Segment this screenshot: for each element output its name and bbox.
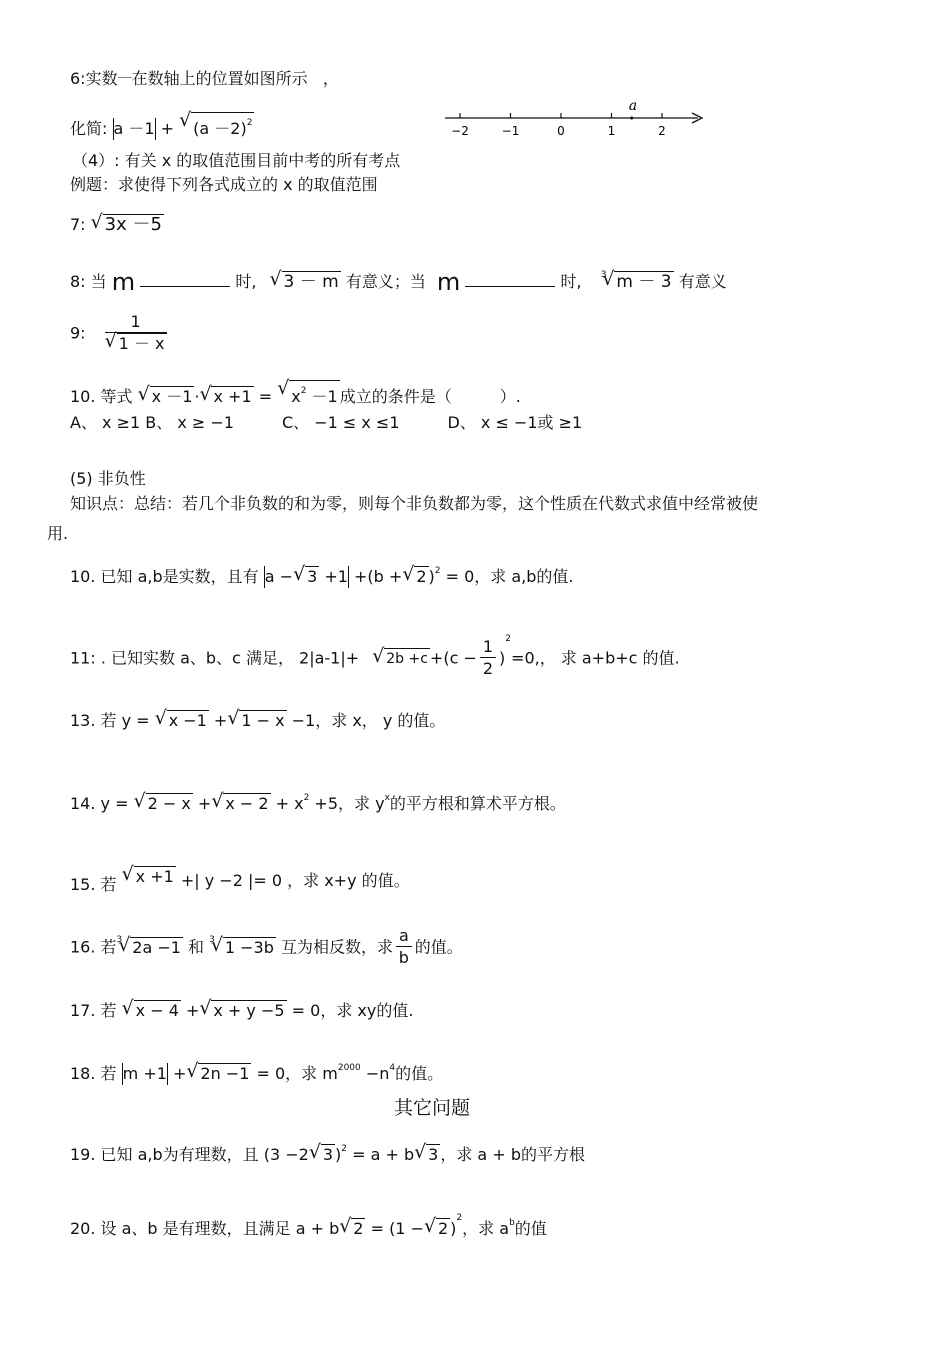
q8-m: m [111, 268, 136, 296]
q6-simplify [70, 112, 254, 140]
q14-sup: 2 [303, 793, 310, 803]
q18-rad: 2n −1 [200, 1064, 250, 1083]
q19-end: ，求 a + b的平方根 [440, 1145, 585, 1164]
q16-end: 的值。 [414, 937, 463, 957]
q18-sup1: 2000 [337, 1063, 361, 1073]
q10a-dot: · [194, 387, 200, 406]
q8-index: 3 [600, 270, 607, 280]
q13-rad2: 1 − x [241, 711, 285, 730]
q16-rad1: 2a −1 [132, 937, 181, 957]
q10b-abs1: a − [264, 567, 294, 586]
q20-mid: = (1 − [365, 1219, 424, 1238]
q19-close: ) [335, 1145, 342, 1164]
q17-plus: + [180, 1001, 200, 1020]
q19-label: 19. 已知 a,b为有理数，且 (3 −2 [70, 1145, 309, 1164]
q11 [70, 628, 680, 680]
q16-and: 和 [182, 937, 210, 957]
q8-shi2: 时, [560, 272, 582, 291]
q10a [70, 380, 521, 408]
q14-supx: x [384, 793, 390, 803]
q8-rad1: 3 － m [283, 272, 339, 292]
q13-label: 13. 若 y = [70, 711, 150, 730]
q10a-eq: = [258, 387, 273, 406]
q18-plus: + [167, 1064, 187, 1083]
q20 [70, 1207, 547, 1240]
q6-line [70, 68, 339, 90]
q17-label: 17. 若 [70, 1001, 117, 1020]
q7 [70, 214, 164, 236]
q20-end: ，求 a [462, 1219, 510, 1238]
q18-end: 的值。 [395, 1064, 444, 1083]
q14-mid2: +5，求 y [309, 794, 385, 813]
q13-plus: + [208, 711, 228, 730]
q19-rad2: 3 [428, 1145, 439, 1164]
q18-abs: m +1 [122, 1064, 167, 1083]
q10a-rad3sup: 2 [300, 386, 307, 396]
q10b-close: ) [428, 567, 435, 586]
q11-close: ) [499, 648, 506, 668]
q10a-text: 成立的条件是（ ）. [339, 387, 521, 406]
q11-rad: 2b +c [384, 648, 430, 669]
q6-comma: ， [322, 69, 339, 88]
section-5-knowledge-cont: 用. [47, 524, 69, 543]
q14 [70, 787, 566, 815]
q10b-label: 10. 已知 a,b是实数，且有 [70, 567, 259, 586]
q10b-sup: 2 [434, 566, 441, 576]
q10a-options: A、 x ≥1 B、 x ≥ −1 C、 −1 ≤ x ≤1 D、 x ≤ −1或 ≥1 [70, 413, 583, 432]
q8-mid: 有意义；当 [345, 272, 426, 291]
number-line [440, 96, 720, 144]
section-4-title: （4）: 有关 x 的取值范围目前中考的所有考点 [72, 151, 401, 170]
q13-rad1: x −1 [168, 711, 207, 730]
q17-rad1: x − 4 [135, 1001, 179, 1020]
q15-label: 15. 若 [70, 875, 117, 894]
q20-rad2: 2 [437, 1219, 449, 1238]
q10a-label: 10. 等式 [70, 387, 133, 406]
q16 [70, 926, 463, 969]
section-4-example: 例题：求使得下列各式成立的 x 的取值范围 [70, 175, 378, 194]
q8-blank-2[interactable] [465, 270, 555, 287]
q18-sup2: 4 [389, 1063, 396, 1073]
q11-end: =0,， 求 a+b+c 的值. [511, 648, 680, 668]
q10b [70, 560, 573, 588]
q18-mid: = 0，求 m [251, 1064, 338, 1083]
q16-idx1: 3 [116, 935, 123, 945]
number-line-point-a [630, 117, 633, 120]
q16-den: b [398, 948, 409, 967]
q17-end: = 0，求 xy的值. [286, 1001, 414, 1020]
q6-abs-expr: a －1 [113, 119, 155, 138]
q9-rad: 1 － x [118, 334, 165, 353]
q16-label: 16. 若 [70, 937, 117, 957]
q6-label: 6:实数 [70, 69, 118, 88]
number-line-tick-label: 0 [557, 124, 565, 138]
q16-num: a [396, 926, 412, 947]
q6-text: 在数轴上的位置如图所示 [131, 69, 308, 88]
q18 [70, 1057, 443, 1085]
q11-label: 11: . 已知实数 a、b、c 满足， 2|a-1|+ [70, 648, 360, 668]
q20-sup: 2 [456, 1213, 463, 1223]
q9 [70, 312, 170, 355]
q20-supb: b [509, 1218, 515, 1228]
q15-end: +| y −2 |= 0 ，求 x+y 的值。 [175, 871, 410, 890]
q7-rad: 3x －5 [104, 214, 162, 235]
q20-rad1: 2 [353, 1219, 364, 1238]
q19-sup: 2 [341, 1144, 348, 1154]
q14-plus: + [192, 794, 212, 813]
q11-sup: 2 [505, 634, 512, 644]
q20-label: 20. 设 a、b 是有理数，且满足 a + b [70, 1219, 340, 1238]
q7-label: 7: [70, 215, 86, 234]
section-5-knowledge: 知识点：总结：若几个非负数的和为零，则每个非负数都为零，这个性质在代数式求值中经常被使 [70, 494, 759, 513]
q15-rad: x +1 [135, 867, 174, 886]
q14-rad2: x − 2 [225, 794, 269, 813]
number-line-tick-label: 1 [607, 124, 616, 138]
q20-end2: 的值 [514, 1219, 547, 1238]
q13 [70, 710, 445, 732]
q9-num: 1 [105, 312, 167, 333]
number-line-tick-label: 2 [658, 124, 666, 138]
q10b-rad1: 3 [307, 567, 318, 586]
q17-rad2: x + y −5 [213, 1001, 285, 1020]
q19 [70, 1138, 585, 1166]
section-5-title: (5) 非负性 [70, 469, 146, 488]
q18-label: 18. 若 [70, 1064, 117, 1083]
q8 [70, 264, 727, 296]
simplify-label: 化简: [70, 119, 108, 138]
q14-end: 的平方根和算术平方根。 [389, 794, 566, 813]
number-line-tick-label: −2 [451, 124, 469, 138]
q19-rad1: 3 [322, 1145, 334, 1164]
q14-rad1: 2 − x [147, 794, 191, 813]
q15 [70, 866, 410, 896]
q9-label: 9: [70, 323, 86, 343]
q8-rad2: m － 3 [616, 272, 672, 292]
q10a-rad3b: －1 [306, 387, 338, 406]
q16-rad2: 1 −3b [224, 937, 274, 957]
number-line-point-label: a [628, 98, 638, 114]
q14-mid: + x [270, 794, 304, 813]
q20-close: ) [450, 1219, 457, 1238]
other-problems-title: 其它问题 [394, 1097, 471, 1119]
q10b-mid: +(b + [348, 567, 403, 586]
q11-mid: +(c − [429, 648, 477, 668]
q14-label: 14. y = [70, 794, 129, 813]
q6-plus: + [160, 119, 175, 138]
q8-shi: 时, [235, 272, 257, 291]
q19-mid: = a + b [347, 1145, 415, 1164]
q6-var: a [118, 77, 132, 79]
q8-end: 有意义 [678, 272, 727, 291]
q16-idx2: 3 [209, 935, 215, 945]
q8-m2: m [436, 268, 461, 296]
q11-num: 1 [480, 637, 496, 658]
q10b-abs2: +1 [319, 567, 348, 586]
q8-blank-1[interactable] [140, 270, 230, 287]
q6-rad-expr: (a －2) [193, 119, 247, 138]
q6-sup: 2 [246, 118, 253, 128]
q10b-end: = 0，求 a,b的值. [440, 567, 574, 586]
q11-den: 2 [482, 659, 494, 678]
q10a-rad2: x +1 [213, 387, 252, 406]
number-line-tick-label: −1 [501, 124, 520, 138]
q10a-rad3a: x [291, 387, 301, 406]
q18-mid2: −n [360, 1064, 390, 1083]
q10a-rad1: x －1 [151, 387, 193, 406]
q10b-rad2: 2 [416, 567, 427, 586]
q17 [70, 1000, 413, 1022]
q8-label: 8: 当 [70, 272, 107, 291]
q13-end: −1，求 x， y 的值。 [286, 711, 446, 730]
q16-text: 互为相反数，求 [275, 937, 393, 957]
